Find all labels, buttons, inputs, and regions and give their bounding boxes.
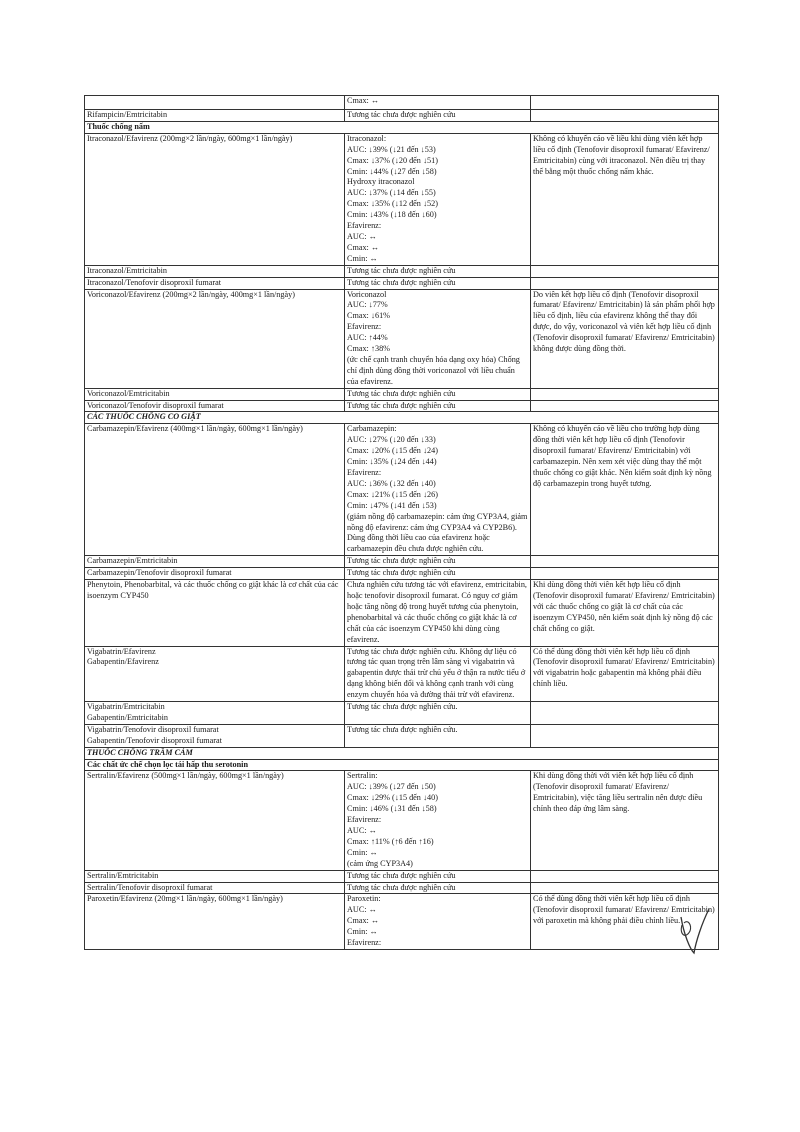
cell-text: Sertralin/Emtricitabin [87, 870, 159, 880]
cell-drug [85, 771, 345, 870]
cell-recommendation [531, 289, 719, 388]
cell-line: Hydroxy itraconazol [347, 177, 415, 187]
cell-line: Cmax: ↓61% [347, 311, 390, 321]
table-row [85, 646, 719, 702]
table-row [85, 96, 719, 110]
cell-line: Vigabatrin/Tenofovir disoproxil fumarat [87, 724, 219, 734]
cell-line: Cmin: ↓46% (↓31 đến ↓58) [347, 804, 437, 814]
cell-drug [85, 277, 345, 289]
cell-line: Cmax: ↓29% (↓15 đến ↓40) [347, 793, 438, 803]
section-header-row [85, 759, 719, 771]
cell-effect [345, 882, 531, 894]
cell-recommendation [531, 96, 719, 110]
cell-text: Tương tác chưa được nghiên cứu [347, 277, 456, 287]
table-row [85, 882, 719, 894]
cell-line: Vigabatrin/Efavirenz [87, 646, 156, 656]
cell-line: (cảm ứng CYP3A4) [347, 858, 413, 868]
cell-line: Sertralin: [347, 771, 378, 781]
cell-line: Cmax: ↓35% (↓12 đến ↓52) [347, 199, 438, 209]
table-row [85, 388, 719, 400]
cell-text: Tương tác chưa được nghiên cứu. [347, 724, 458, 734]
cell-drug [85, 96, 345, 110]
cell-text: Có thể dùng đồng thời viên kết hợp liều cố định (Tenofovir disoproxil fumarat/ Efavirenz/ Emtricitabin) với vigabatrin hoặc gabapentin mà không phải điều chỉnh liều. [533, 646, 715, 689]
cell-line: AUC: ↔ [347, 826, 377, 835]
table-body [85, 96, 719, 950]
table-row [85, 424, 719, 556]
cell-line: Carbamazepin: [347, 424, 397, 434]
cell-text: Voriconazol/Tenofovir disoproxil fumarat [87, 400, 224, 410]
cell-line: Cmax: ↓37% (↓20 đến ↓51) [347, 155, 438, 165]
effect-line: Cmax: ↔ [347, 96, 380, 105]
cell-text: Tương tác chưa được nghiên cứu [347, 556, 456, 566]
cell-text: Tương tác chưa được nghiên cứu [347, 400, 456, 410]
cell-effect [345, 96, 531, 110]
cell-text: Carbamazepin/Tenofovir disoproxil fumarat [87, 568, 232, 578]
cell-effect [345, 556, 531, 568]
cell-recommendation [531, 424, 719, 556]
cell-recommendation [531, 400, 719, 412]
cell-line: AUC: ↓27% (↓20 đến ↓33) [347, 435, 436, 445]
cell-drug [85, 646, 345, 702]
cell-line: Efavirenz: [347, 468, 382, 477]
cell-drug [85, 580, 345, 646]
section-title: THUỐC CHỐNG TRẦM CẢM [85, 747, 719, 759]
cell-text: Paroxetin/Efavirenz (20mg×1 lần/ngày, 600mg×1 lần/ngày) [87, 894, 283, 904]
cell-effect [345, 110, 531, 122]
cell-line: Paroxetin: [347, 894, 381, 904]
section-title: CÁC THUỐC CHỐNG CO GIẬT [85, 412, 719, 424]
cell-recommendation [531, 133, 719, 265]
table-row [85, 580, 719, 646]
table-row [85, 702, 719, 725]
cell-text: Tương tác chưa được nghiên cứu [347, 882, 456, 892]
cell-text: Tương tác chưa được nghiên cứu [347, 265, 456, 275]
cell-text: Tương tác chưa được nghiên cứu [347, 110, 456, 119]
cell-drug [85, 388, 345, 400]
cell-drug [85, 289, 345, 388]
cell-recommendation [531, 568, 719, 580]
cell-effect [345, 702, 531, 725]
cell-text: Voriconazol/Emtricitabin [87, 388, 170, 398]
section-header-row [85, 412, 719, 424]
cell-line: Cmax: ↔ [347, 916, 380, 926]
table-row [85, 289, 719, 388]
table-row [85, 724, 719, 747]
cell-line: Cmin: ↓44% (↓27 đến ↓58) [347, 166, 437, 176]
table-row [85, 400, 719, 412]
cell-text: Khi dùng đồng thời với viên kết hợp liều cố định (Tenofovir disoproxil fumarat/ Efavirenz/ Emtricitabin), việc tăng liều sertralin nên được điều chỉnh theo đáp ứng lâm sàng. [533, 771, 703, 814]
cell-text: Sertralin/Efavirenz (500mg×1 lần/ngày, 600mg×1 lần/ngày) [87, 771, 284, 781]
cell-line: AUC: ↓39% (↓27 đến ↓50) [347, 782, 436, 792]
cell-effect [345, 870, 531, 882]
cell-recommendation [531, 870, 719, 882]
table-row [85, 277, 719, 289]
cell-drug [85, 894, 345, 950]
section-title: Các chất ức chế chọn lọc tái hấp thu serotonin [85, 759, 719, 771]
cell-drug [85, 568, 345, 580]
cell-drug [85, 556, 345, 568]
cell-line: Cmin: ↓43% (↓18 đến ↓60) [347, 210, 437, 220]
cell-recommendation [531, 556, 719, 568]
cell-line: AUC: ↓77% [347, 300, 388, 310]
cell-line: Cmax: ↔ [347, 242, 380, 252]
cell-drug [85, 702, 345, 725]
section-header-row [85, 121, 719, 133]
cell-text: Do viên kết hợp liều cố định (Tenofovir disoproxil fumarat/ Efavirenz/ Emtricitabin) là sản phẩm phối hợp liều cố định, liều của efavirenz không thể thay đổi được, do vậy, voriconazol và viên kết hợp liều cố định (Tenofovir disoproxil fumarat/ Efavirenz/ Emtricitabin) không được dùng đồng thời. [533, 289, 715, 354]
cell-text: (giảm nồng độ carbamazepin: cảm ứng CYP3A4, giảm nồng độ efavirenz: cảm ứng CYP3A4 và CYP2B6). Dùng đồng thời liều cao của efavirenz hoặc carbamazepin đều chưa được nghiên cứu. [347, 511, 528, 554]
cell-effect [345, 400, 531, 412]
table-row [85, 265, 719, 277]
cell-text: Có thể dùng đồng thời viên kết hợp liều cố định (Tenofovir disoproxil fumarat/ Efavirenz/ Emtricitabin) với paroxetin mà không phải điều chỉnh liều. [533, 894, 715, 926]
cell-effect [345, 771, 531, 870]
cell-line: Efavirenz: [347, 322, 382, 332]
cell-text: (ức chế cạnh tranh chuyển hóa dạng oxy hóa) Chống chỉ định dùng đồng thời voriconazol với liều chuẩn của efavirenz. [347, 354, 520, 386]
cell-text: Sertralin/Tenofovir disoproxil fumarat [87, 882, 213, 892]
cell-text: Tương tác chưa được nghiên cứu [347, 870, 456, 880]
cell-drug [85, 133, 345, 265]
cell-drug [85, 265, 345, 277]
cell-text: Carbamazepin/Emtricitabin [87, 556, 178, 566]
cell-line: Cmin: ↓47% (↓41 đến ↓53) [347, 500, 437, 510]
cell-line: AUC: ↓36% (↓32 đến ↓40) [347, 478, 436, 488]
cell-line: Itraconazol: [347, 133, 387, 143]
table-row [85, 771, 719, 870]
cell-text: Carbamazepin/Efavirenz (400mg×1 lần/ngày, 600mg×1 lần/ngày) [87, 424, 303, 434]
cell-recommendation [531, 388, 719, 400]
cell-recommendation [531, 882, 719, 894]
cell-recommendation [531, 110, 719, 122]
cell-effect [345, 894, 531, 950]
cell-line: Cmin: ↔ [347, 847, 378, 857]
cell-effect [345, 133, 531, 265]
cell-effect [345, 646, 531, 702]
cell-effect [345, 724, 531, 747]
cell-text: Tương tác chưa được nghiên cứu [347, 568, 456, 578]
cell-drug [85, 110, 345, 122]
section-title: Thuốc chống nấm [85, 121, 719, 133]
table-row [85, 568, 719, 580]
cell-line: Cmin: ↔ [347, 927, 378, 937]
cell-line: AUC: ↔ [347, 905, 377, 915]
drug-interaction-table [84, 95, 719, 950]
cell-text: Itraconazol/Emtricitabin [87, 265, 168, 275]
cell-text: Khi dùng đồng thời viên kết hợp liều cố định (Tenofovir disoproxil fumarat/ Efavirenz/ Emtricitabin) với các thuốc chống co giật là cơ chất của các isoenzym CYP450, nên kiểm soát định kỳ nồng độ các chất chống co giật. [533, 580, 715, 633]
cell-line: AUC: ↓37% (↓14 đến ↓55) [347, 188, 436, 198]
cell-line: Efavirenz: [347, 221, 382, 231]
cell-recommendation [531, 646, 719, 702]
cell-text: Rifampicin/Emtricitabin [87, 110, 168, 119]
cell-text: Không có khuyến cáo về liều cho trường hợp dùng đồng thời viên kết hợp liều cố định (Tenofovir disoproxil fumarat/ Efavirenz/ Emtricitabin) với carbamazepin. Nên xem xét việc dùng thay thế một thuốc chống co giật khác. Nên kiểm soát định kỳ nồng độ carbamazepin trong huyết tương. [533, 424, 712, 488]
cell-drug [85, 724, 345, 747]
cell-line: Gabapentin/Efavirenz [87, 657, 159, 667]
cell-line: Cmax: ↑38% [347, 344, 390, 354]
cell-line: Vigabatrin/Emtricitabin [87, 702, 165, 712]
cell-text: Tương tác chưa được nghiên cứu. Không dự liệu có tương tác quan trọng trên lâm sàng vì vigabatrin và gabapentin được thải trừ chủ yếu ở thận ra nước tiểu ở dạng không biến đổi và không cạnh tranh với cùng enzym chuyển hóa và đường thải trừ với efavirenz. [347, 646, 526, 700]
section-header-row [85, 747, 719, 759]
cell-drug [85, 400, 345, 412]
cell-effect [345, 277, 531, 289]
cell-line: AUC: ↔ [347, 231, 377, 241]
cell-recommendation [531, 265, 719, 277]
cell-recommendation [531, 771, 719, 870]
handwritten-signature [676, 905, 712, 957]
cell-text: Không có khuyến cáo về liều khi dùng viên kết hợp liều cố định (Tenofovir disoproxil fumarat/ Efavirenz/ Emtricitabin) cùng với itraconazol. Nên điều trị thay thế bằng một thuốc chống nấm khác. [533, 133, 710, 176]
cell-line: AUC: ↓39% (↓21 đến ↓53) [347, 144, 436, 154]
cell-line: AUC: ↑44% [347, 333, 388, 343]
cell-drug [85, 882, 345, 894]
cell-effect [345, 580, 531, 646]
table-row [85, 894, 719, 950]
cell-recommendation [531, 277, 719, 289]
cell-text: Itraconazol/Efavirenz (200mg×2 lần/ngày, 600mg×1 lần/ngày) [87, 133, 293, 143]
cell-effect [345, 289, 531, 388]
cell-line: Cmax: ↑11% (↑6 đến ↑16) [347, 836, 434, 846]
cell-effect [345, 388, 531, 400]
cell-line: Efavirenz: [347, 938, 382, 948]
cell-line: Cmin: ↔ [347, 253, 378, 263]
cell-recommendation [531, 724, 719, 747]
cell-text: Tương tác chưa được nghiên cứu. [347, 702, 458, 712]
cell-drug [85, 870, 345, 882]
cell-text: Voriconazol/Efavirenz (200mg×2 lần/ngày, 400mg×1 lần/ngày) [87, 289, 295, 299]
table-row [85, 110, 719, 122]
cell-line: Efavirenz: [347, 815, 382, 825]
cell-text: Phenytoin, Phenobarbital, và các thuốc chống co giật khác là cơ chất của các isoenzym CYP450 [87, 580, 339, 600]
cell-line: Cmax: ↓20% (↓15 đến ↓24) [347, 446, 438, 456]
cell-line: Cmax: ↓21% (↓15 đến ↓26) [347, 489, 438, 499]
cell-effect [345, 424, 531, 556]
cell-line: Voriconazol [347, 289, 387, 299]
cell-drug [85, 424, 345, 556]
cell-line: Cmin: ↓35% (↓24 đến ↓44) [347, 457, 437, 467]
cell-recommendation [531, 580, 719, 646]
cell-text: Chưa nghiên cứu tương tác với efavirenz, emtricitabin, hoặc tenofovir disoproxil fumarat. Có nguy cơ giảm hoặc tăng nồng độ trong huyết tương của phenytoin, phenobarbital và các thuốc chống co giật khác là cơ chất của các isoenzym CYP450 khi dùng cùng efavirenz. [347, 580, 527, 644]
table-row [85, 133, 719, 265]
cell-line: Gabapentin/Emtricitabin [87, 712, 168, 722]
cell-text: Tương tác chưa được nghiên cứu [347, 388, 456, 398]
table-row [85, 556, 719, 568]
cell-effect [345, 568, 531, 580]
cell-recommendation [531, 702, 719, 725]
table-row [85, 870, 719, 882]
cell-text: Itraconazol/Tenofovir disoproxil fumarat [87, 277, 222, 287]
cell-line: Gabapentin/Tenofovir disoproxil fumarat [87, 735, 222, 745]
cell-effect [345, 265, 531, 277]
